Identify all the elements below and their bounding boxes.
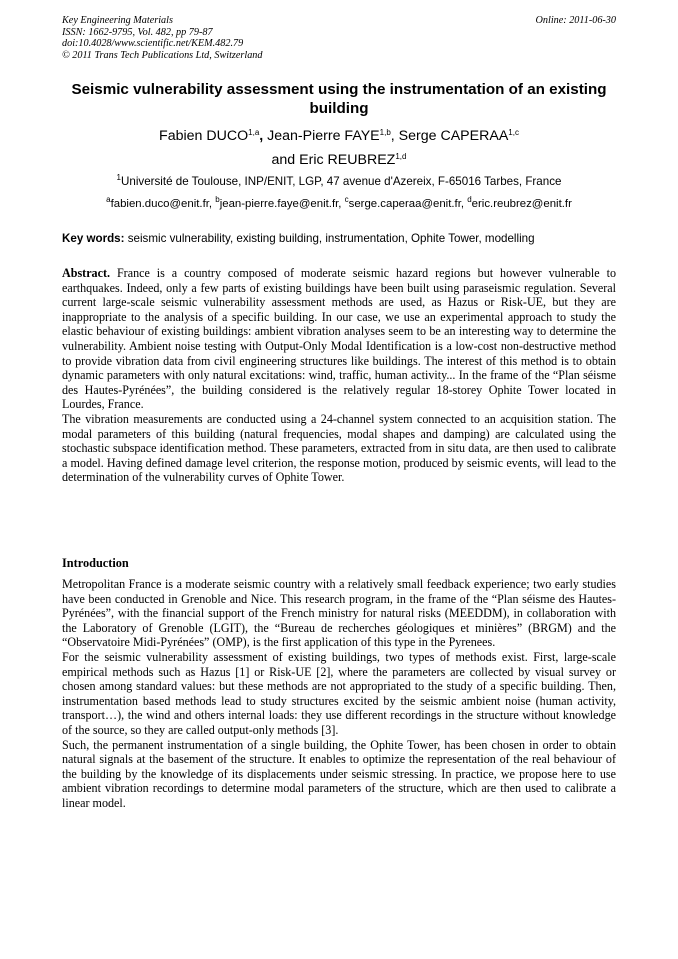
affiliation: [62, 174, 616, 189]
author-separator: and: [271, 152, 300, 168]
email-link[interactable]: serge.caperaa@enit.fr: [348, 198, 461, 210]
affiliation-text: Université de Toulouse, INP/ENIT, LGP, 47 avenue d'Azereix, F-65016 Tarbes, France: [121, 175, 562, 188]
keywords: [62, 231, 622, 246]
email-list: [40, 197, 638, 212]
email-separator: ,: [338, 198, 345, 210]
intro-paragraph: Metropolitan France is a moderate seismic country with a relatively small feedback experience; two early studies have been conducted in Grenoble and Nice. This research program, in the frame of the “Plan séisme des Hautes-Pyrénées”, with the financial support of the French ministry for natural risks (MEEDDM), in collaboration with the Laboratory of Grenoble (LGIT), the “Bureau de recherches géologiques et minières” (BRGM) and the “Observatoire Midi-Pyrénées” (OMP), is the first application of this type in the Pyrenees.: [62, 577, 616, 650]
author-superscript: 1,b: [379, 128, 391, 137]
keywords-label: Key words:: [62, 232, 125, 245]
affiliation-superscript: 1: [116, 173, 121, 182]
abstract-label: Abstract.: [62, 266, 111, 280]
email-separator: ,: [460, 198, 468, 210]
author-superscript: 1,c: [508, 128, 519, 137]
email-superscript: c: [344, 195, 349, 204]
author-superscript: 1,a: [248, 128, 260, 137]
page-header: [62, 15, 616, 61]
introduction-section: [62, 577, 616, 811]
keywords-text: seismic vulnerability, existing building, instrumentation, Ophite Tower, modelling: [124, 232, 535, 245]
email-separator: ,: [208, 198, 216, 210]
author-separator: ,: [390, 128, 399, 144]
online-date: Online: 2011-06-30: [535, 15, 616, 26]
section-heading-introduction: Introduction: [62, 556, 129, 570]
abstract-paragraph: [62, 266, 616, 412]
author-separator: ,: [259, 128, 268, 144]
email-superscript: a: [106, 195, 111, 204]
intro-paragraph: Such, the permanent instrumentation of a single building, the Ophite Tower, has been chosen in order to obtain natural signals at the basement of the structure. It enables to optimize the representation of the real behaviour of the building by the knowledge of its displacements under seismic stressing. In practice, we propose here to use ambient vibration recordings to determine modal parameters of the structure, which are then used to calibrate a linear model.: [62, 737, 616, 810]
email-superscript: d: [467, 195, 472, 204]
author-name: Eric REUBREZ: [299, 152, 396, 168]
email-link[interactable]: jean-pierre.faye@enit.fr: [219, 198, 339, 210]
journal-name: Key Engineering Materials: [62, 15, 173, 26]
email-link[interactable]: fabien.duco@enit.fr: [110, 198, 209, 210]
abstract-text: France is a country composed of moderate seismic hazard regions but however vulnerable to earthquakes. Indeed, only a few parts of existing buildings have been built using paraseismic regulation. Several current large-scale seismic vulnerability assessment methods are used, as Hazus or Risk-UE, but they are inappropriate to the analysis of a specific building. In our case, we use an experimental approach to study the elastic behaviour of existing buildings: ambient vibration analyses seem to be an interesting way to determine the vulnerability. Ambient noise testing with Output-Only Modal Identification is a low-cost non-destructive method to provide vibration data from civil engineering structures like buildings. The interest of this method is to obtain dynamic parameters with only natural excitations: wind, traffic, human activity... In the frame of the “Plan séisme des Hautes-Pyrénées”, the building considered is the relatively regular 18-storey Ophite Tower located in Lourdes, France.: [62, 266, 616, 412]
abstract: [62, 266, 616, 485]
author-name: Fabien DUCO: [159, 128, 249, 144]
copyright-line: © 2011 Trans Tech Publications Ltd, Switzerland: [62, 49, 263, 61]
author-name: Jean-Pierre FAYE: [267, 128, 380, 144]
issn-line: ISSN: 1662-9795, Vol. 482, pp 79-87: [62, 26, 213, 38]
email-superscript: b: [215, 195, 220, 204]
author-list: [62, 124, 616, 172]
abstract-paragraph: The vibration measurements are conducted using a 24-channel system connected to an acquisition station. The modal parameters of this building (natural frequencies, modal shapes and damping) are calculated using the stochastic subspace identification method. These parameters, extracted from in situ data, are then used to calibrate a model. Having defined damage level criterion, the response motion, produced by seismic events, will lead to the determination of the vulnerability curves of Ophite Tower.: [62, 411, 616, 485]
paper-title: Seismic vulnerability assessment using the instrumentation of an existing building: [71, 81, 607, 117]
doi-line: doi:10.4028/www.scientific.net/KEM.482.79: [62, 38, 244, 50]
intro-paragraph: For the seismic vulnerability assessment of existing buildings, two types of methods exist. First, large-scale empirical methods such as Hazus [1] or Risk-UE [2], where the parameters are collected by visual survey or chosen among standard values: but these methods are not appropriated to the study of a specific building. Then, instrumentation based methods lead to study structures excited by the seismic ambient noise (human activity, transport…), the wind and others internal loads: they use different recordings in the structure without knowledge of the source, so they are called output-only methods [3].: [62, 649, 616, 737]
author-superscript: 1,d: [395, 152, 407, 161]
author-name: Serge CAPERAA: [398, 128, 509, 144]
email-link[interactable]: eric.reubrez@enit.fr: [471, 198, 572, 210]
